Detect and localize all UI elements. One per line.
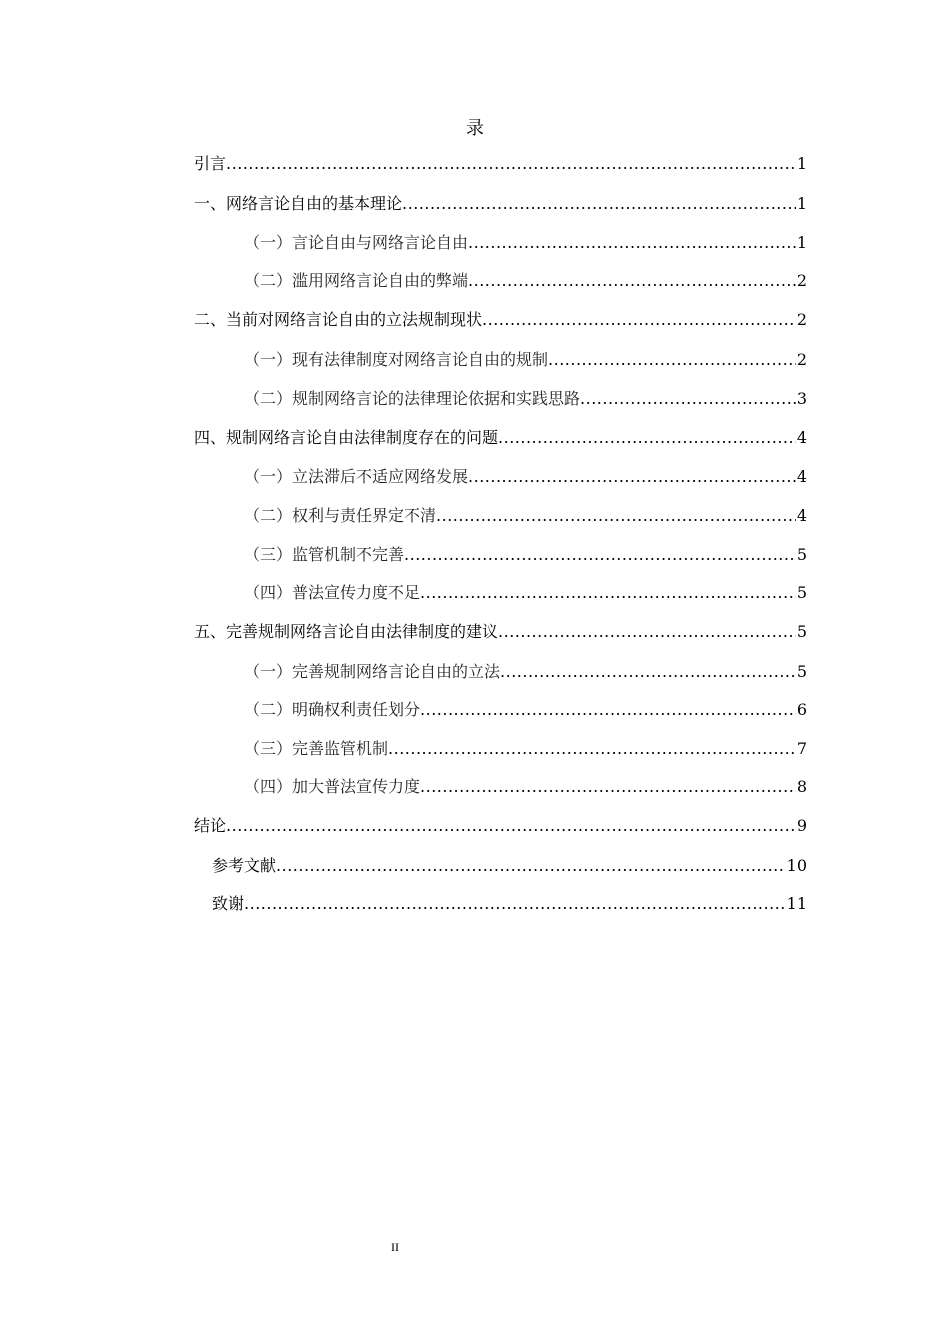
toc-leader-dots [420,579,796,607]
toc-leader-dots [402,190,796,218]
toc-entry-section-4-2[interactable] [244,502,807,530]
toc-entry-page: 4 [796,506,807,525]
toc-entry-page: 8 [796,777,807,796]
toc-leader-dots [498,618,796,646]
toc-leader-dots [404,541,796,569]
toc-entry-section-4-1[interactable] [244,463,807,491]
toc-entry-label: （三）完善监管机制 [244,739,389,758]
toc-entry-page: 4 [796,467,807,486]
toc-entry-label: 引言 [194,154,227,173]
toc-entry-page: 3 [796,389,807,408]
toc-entry-label: （一）完善规制网络言论自由的立法 [244,662,501,681]
toc-entry-label: 一、网络言论自由的基本理论 [194,194,403,213]
toc-entry-page: 5 [796,662,807,681]
toc-leader-dots [580,385,796,413]
toc-entry-page: 1 [796,154,807,173]
toc-leader-dots [498,424,796,452]
toc-entry-label: 致谢 [212,894,245,913]
toc-leader-dots [226,150,796,178]
toc-leader-dots [468,463,796,491]
toc-entry-section-1-1[interactable] [244,229,807,257]
toc-title: 录 [466,118,484,139]
page-number: II [391,1240,399,1254]
toc-leader-dots [388,735,796,763]
toc-entry-label: 二、当前对网络言论自由的立法规制现状 [194,310,483,329]
toc-entry-page: 9 [796,816,807,835]
toc-entry-label: （二）明确权利责任划分 [244,700,421,719]
toc-leader-dots [468,267,796,295]
toc-entry-page: 5 [796,622,807,641]
toc-leader-dots [276,852,786,880]
toc-entry-page: 11 [786,894,807,913]
toc-entry-page: 2 [796,310,807,329]
toc-entry-label: （二）权利与责任界定不清 [244,506,437,525]
toc-entry-label: （一）现有法律制度对网络言论自由的规制 [244,350,549,369]
toc-entry-section-1-2[interactable] [244,267,807,295]
toc-entry-section-2-1[interactable] [244,346,807,374]
toc-entry-label: （一）立法滞后不适应网络发展 [244,467,469,486]
toc-entry-page: 1 [796,233,807,252]
toc-entry-section-5-1[interactable] [244,658,807,686]
toc-entry-page: 4 [796,428,807,447]
toc-leader-dots [244,890,786,918]
toc-entry-section-5-3[interactable] [244,735,807,763]
toc-entry-chapter-4[interactable] [194,424,807,452]
toc-entry-label: 结论 [194,816,227,835]
toc-entry-label: （四）加大普法宣传力度 [244,777,421,796]
toc-entry-page: 7 [796,739,807,758]
toc-entry-chapter-1[interactable] [194,190,807,218]
toc-entry-section-5-4[interactable] [244,773,807,801]
toc-entry-label: 参考文献 [212,856,277,875]
toc-entry-chapter-2[interactable] [194,306,807,334]
toc-entry-label: （四）普法宣传力度不足 [244,583,421,602]
toc-entry-section-4-3[interactable] [244,541,807,569]
toc-entry-page: 2 [796,271,807,290]
toc-leader-dots [226,812,796,840]
toc-leader-dots [468,229,796,257]
toc-entry-label: （一）言论自由与网络言论自由 [244,233,469,252]
toc-leader-dots [420,696,796,724]
toc-entry-page: 5 [796,545,807,564]
toc-entry-page: 1 [796,194,807,213]
toc-entry-page: 5 [796,583,807,602]
toc-leader-dots [436,502,796,530]
toc-entry-label: （二）滥用网络言论自由的弊端 [244,271,469,290]
toc-entry-label: （二）规制网络言论的法律理论依据和实践思路 [244,389,581,408]
toc-entry-page: 10 [786,856,807,875]
toc-entry-acknowledgements[interactable] [212,890,807,918]
toc-entry-section-5-2[interactable] [244,696,807,724]
toc-leader-dots [500,658,796,686]
toc-entry-conclusion[interactable] [194,812,807,840]
toc-entry-page: 2 [796,350,807,369]
toc-entry-section-4-4[interactable] [244,579,807,607]
toc-entry-page: 6 [796,700,807,719]
toc-leader-dots [482,306,796,334]
toc-entry-section-2-2[interactable] [244,385,807,413]
toc-entry-label: （三）监管机制不完善 [244,545,405,564]
toc-entry-label: 五、完善规制网络言论自由法律制度的建议 [194,622,499,641]
toc-leader-dots [548,346,796,374]
toc-entry-references[interactable] [212,852,807,880]
toc-entry-introduction[interactable] [194,150,807,178]
toc-entry-label: 四、规制网络言论自由法律制度存在的问题 [194,428,499,447]
toc-leader-dots [420,773,796,801]
toc-entry-chapter-5[interactable] [194,618,807,646]
